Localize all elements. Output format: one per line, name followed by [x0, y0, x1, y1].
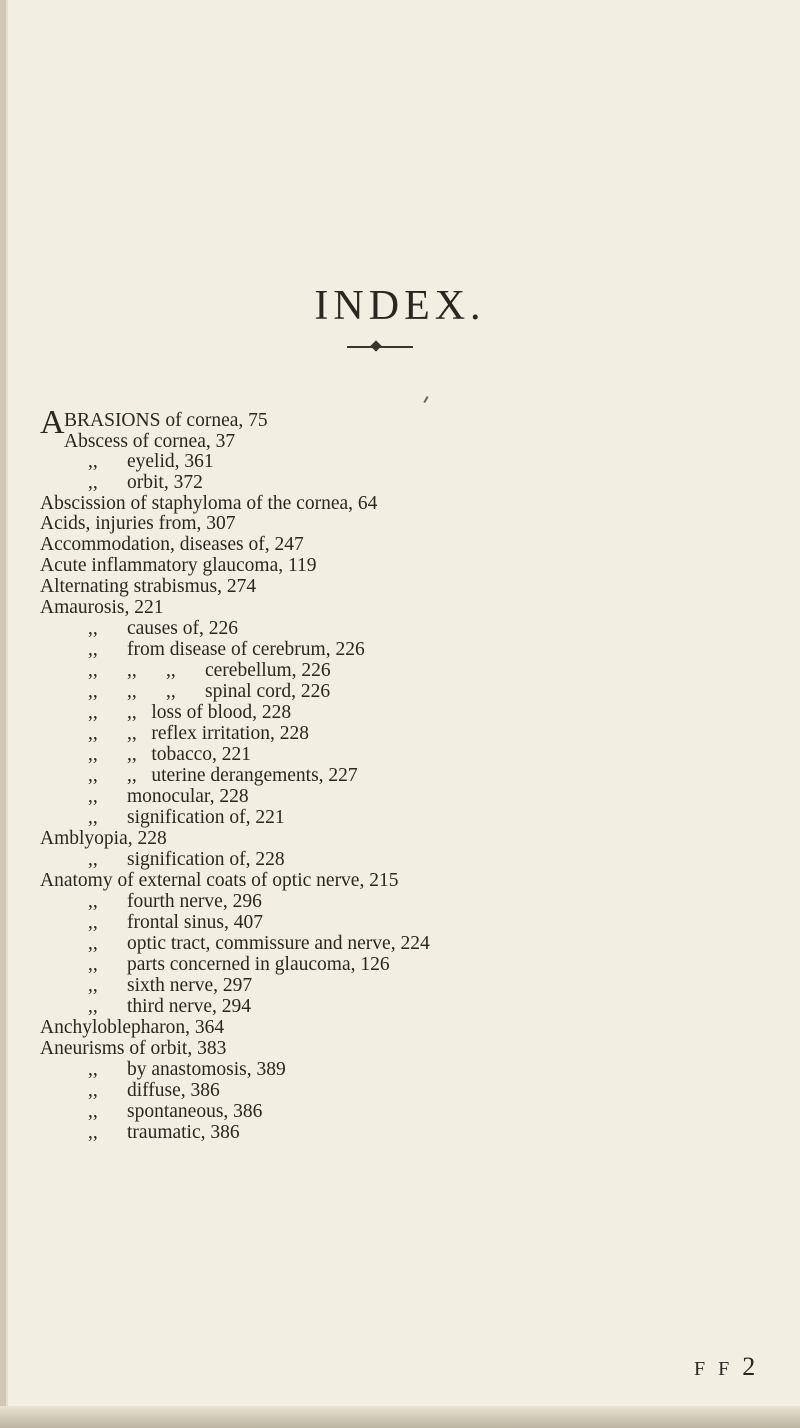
index-entry: Anatomy of external coats of optic nerve, 215 [40, 870, 399, 891]
index-entry: ,, frontal sinus, 407 [88, 912, 263, 933]
index-entry: ,, from disease of cerebrum, 226 [88, 639, 365, 660]
index-entry: ,, fourth nerve, 296 [88, 891, 262, 912]
index-entry: Acids, injuries from, 307 [40, 513, 236, 534]
index-entry: ,, sixth nerve, 297 [88, 975, 253, 996]
index-entry: ,, causes of, 226 [88, 618, 239, 639]
index-entry: ,, ,, tobacco, 221 [88, 744, 252, 765]
index-entry: ,, ,, uterine derangements, 227 [88, 765, 358, 786]
index-entry: ,, orbit, 372 [88, 472, 203, 493]
index-entry: ,, spontaneous, 386 [88, 1101, 263, 1122]
index-entry: ,, parts concerned in glaucoma, 126 [88, 954, 390, 975]
index-entry: Amaurosis, 221 [40, 597, 164, 618]
index-entry: Amblyopia, 228 [40, 828, 167, 849]
index-entry: Acute inflammatory glaucoma, 119 [40, 555, 317, 576]
index-entry: Accommodation, diseases of, 247 [40, 534, 304, 555]
index-entry: ,, diffuse, 386 [88, 1080, 220, 1101]
index-entry: Abscess of cornea, 37 [64, 431, 236, 452]
index-entry: ,, ,, reflex irritation, 228 [88, 723, 309, 744]
index-entry: ,, by anastomosis, 389 [88, 1059, 286, 1080]
index-entry: BRASIONS of cornea, 75 [64, 410, 268, 431]
signature-letters: F F [694, 1358, 734, 1380]
signature-mark [694, 1352, 755, 1382]
signature-number: 2 [742, 1352, 756, 1381]
index-entry: ,, traumatic, 386 [88, 1122, 240, 1143]
page-bottom-edge [0, 1406, 800, 1428]
index-entry: Abscission of staphyloma of the cornea, 64 [40, 493, 378, 514]
index-entry: ,, monocular, 228 [88, 786, 249, 807]
page-title: INDEX. [314, 283, 486, 329]
index-entry: ,, ,, ,, cerebellum, 226 [88, 660, 331, 681]
index-entry: ,, ,, ,, spinal cord, 226 [88, 681, 331, 702]
index-entry: Anchyloblepharon, 364 [40, 1017, 225, 1038]
index-entry: ,, third nerve, 294 [88, 996, 252, 1017]
index-entry: Aneurisms of orbit, 383 [40, 1038, 227, 1059]
index-entry: ,, eyelid, 361 [88, 451, 214, 472]
index-entry: ,, ,, loss of blood, 228 [88, 702, 292, 723]
drop-cap-letter: A [40, 404, 65, 441]
index-entry: Alternating strabismus, 274 [40, 576, 257, 597]
index-entry: ,, signification of, 221 [88, 807, 285, 828]
index-entry: ,, optic tract, commissure and nerve, 224 [88, 933, 430, 954]
index-entry: ,, signification of, 228 [88, 849, 285, 870]
